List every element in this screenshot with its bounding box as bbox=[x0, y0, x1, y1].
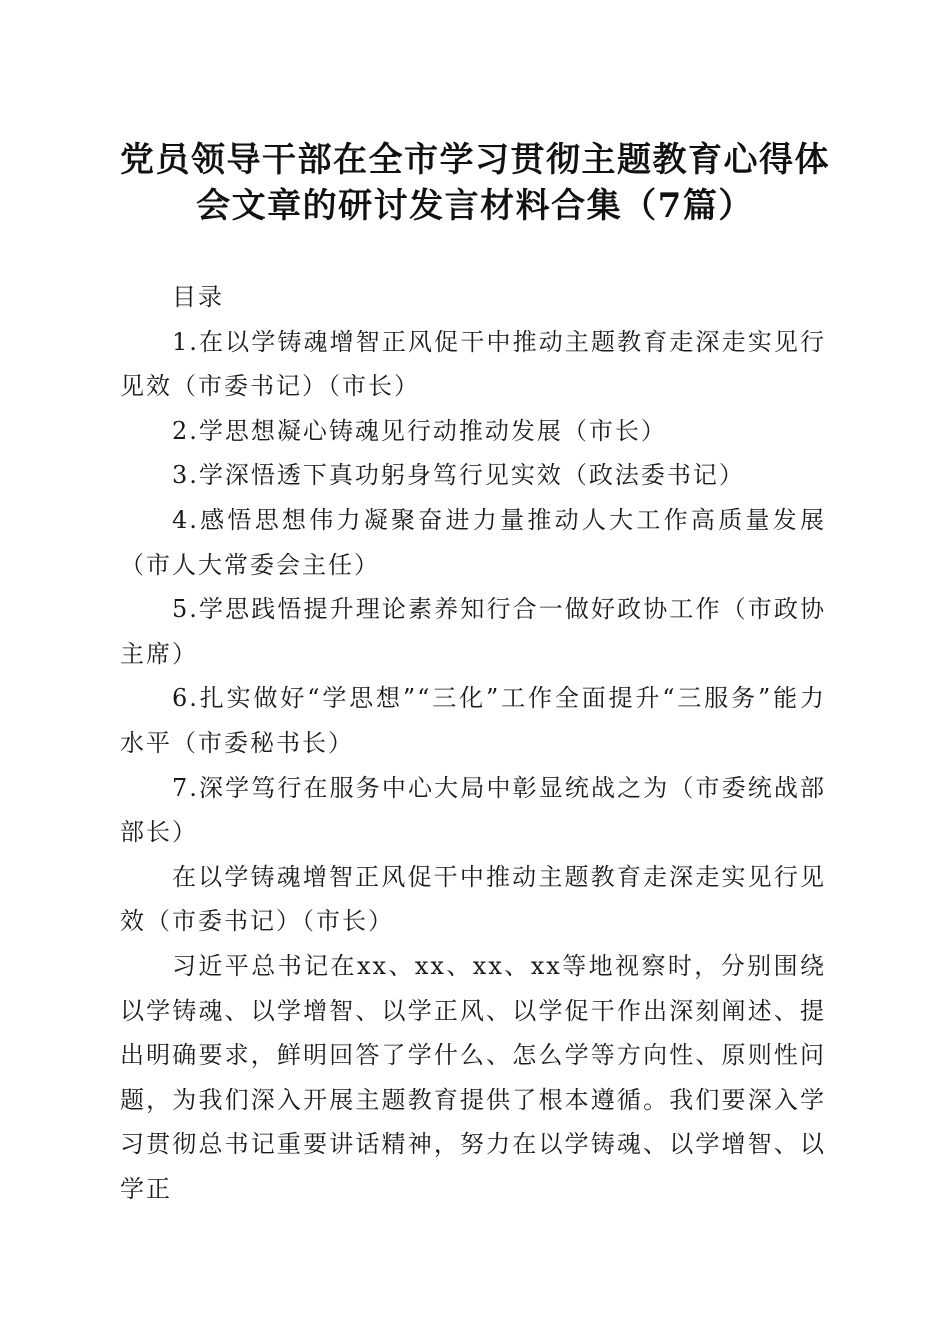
toc-item: 5.学思践悟提升理论素养知行合一做好政协工作（市政协主席） bbox=[120, 595, 826, 668]
toc-item: 3.学深悟透下真功躬身笃行见实效（政法委书记） bbox=[172, 461, 745, 490]
document-title bbox=[60, 137, 890, 229]
body-paragraph: 习近平总书记在xx、xx、xx、xx等地视察时，分别围绕以学铸魂、以学增智、以学正风、以学促干作出深刻阐述、提出明确要求，鲜明回答了学什么、怎么学等方向性、原则性问题，为我们深入开展主题教育提供了根本遵循。我们要深入学习贯彻总书记重要讲话精神，努力在以学铸魂、以学增智、以学正 bbox=[120, 951, 826, 1203]
document-title-line: 会文章的研讨发言材料合集（7篇） bbox=[196, 186, 754, 226]
toc-item: 4.感悟思想伟力凝聚奋进力量推动人大工作高质量发展（市人大常委会主任） bbox=[120, 505, 826, 579]
document-title-line: 党员领导干部在全市学习贯彻主题教育心得体 bbox=[120, 140, 830, 180]
document-body bbox=[120, 275, 826, 1211]
toc-item: 7.深学笃行在服务中心大局中彰显统战之为（市委统战部部长） bbox=[120, 773, 826, 847]
toc-item: 1.在以学铸魂增智正风促干中推动主题教育走深走实见行见效（市委书记）（市长） bbox=[120, 327, 826, 401]
toc-item: 2.学思想凝心铸魂见行动推动发展（市长） bbox=[172, 416, 667, 445]
article-title: 在以学铸魂增智正风促干中推动主题教育走深走实见行见效（市委书记）（市长） bbox=[120, 862, 826, 936]
toc-heading: 目录 bbox=[172, 283, 224, 311]
toc-item: 6.扎实做好“学思想”“三化”工作全面提升“三服务”能力水平（市委秘书长） bbox=[120, 684, 826, 757]
